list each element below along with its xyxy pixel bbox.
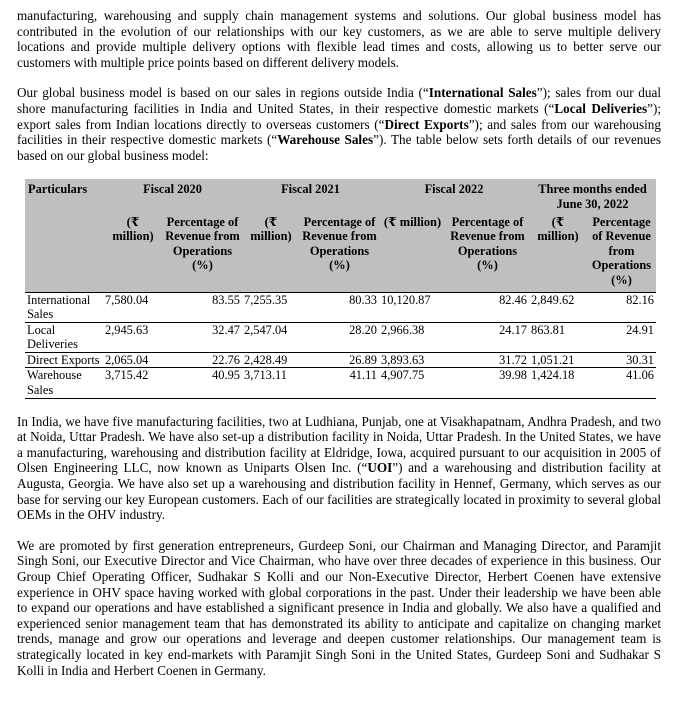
facilities-paragraph: In India, we have five manufacturing facilities, two at Ludhiana, Punjab, one at Visakhapatnam, Andhra Pradesh, and two at Noida, Uttar Pradesh. We have also set-up a distribution facility in Noida, Uttar Pradesh. In the United States, we have a manufacturing, warehousing and distribution facility at Eldridge, Iowa, acquired pursuant to our acquisition in 2005 of Olsen Engineering LLC, now known as Uniparts Olsen Inc. (“UOI”) and a warehousing and distribution facility at Augusta, Georgia. We have also set up a warehousing and distribution facility in Hennef, Germany, which serves as our base for serving our key European customers. Each of our facilities are strategically located in proximity to several global OEMs in the OHV industry. [17,413,661,523]
table-row: Local Deliveries 2,945.63 32.47 2,547.04 28.20 2,966.38 24.17 863.81 24.91 [27,322,654,352]
sub-percentage: Percentage of Revenue from Operations (%) [446,215,529,292]
row-label: International Sales [25,292,103,322]
header-fiscal-2022: Fiscal 2022 [379,179,529,214]
table-row: International Sales 7,580.04 83.55 7,255.35 80.33 10,120.87 82.46 2,849.62 82.16 [27,292,654,322]
header-fiscal-2021: Fiscal 2021 [242,179,379,214]
promoters-paragraph: We are promoted by first generation entrepreneurs, Gurdeep Soni, our Chairman and Managing Director, and Paramjit Singh Soni, our Executive Director and Vice Chairman, who have over three decades of experience in this business. Our Group Chief Operating Officer, Sudhakar S Kolli and our Non-Executive Director, Herbert Coenen have extensive experience in OHV space having worked with global corporations in the past. Under their leadership we have been able to expand our operations and have established a significant presence in India and globally. We also have a qualified and experienced senior management team that has demonstrated its ability to anticipate and capitalize on changing market trends, manage and grow our operations and leverage and deepen customer relationships. Our management team is strategically located in key end-markets with Paramjit Singh Soni in the United States, Gurdeep Soni and Sudhakar S Kolli in India and Herbert Coenen in Germany. [17,537,661,678]
sub-amount: (₹ million) [529,215,587,292]
row-label: Local Deliveries [25,322,103,352]
header-particulars: Particulars [25,179,103,214]
business-model-paragraph: Our global business model is based on our sales in regions outside India (“International Sales”); sales from our dual shore manufacturing facilities in India and United States, in their respective domestic markets (“Local Deliveries”); export sales from Indian locations directly to overseas customers (“Direct Exports”); and sales from our warehousing facilities in their respective domestic markets (“Warehouse Sales”). The table below sets forth details of our revenues based on our global business model: [17,85,662,163]
intro-paragraph: manufacturing, warehousing and supply chain management systems and solutions. Our global business model has contributed in the evolution of our relationships with our key customers, as we are able to serve multiple delivery locations and provide multiple delivery options with flexible lead times and costs, allowing us to better serve our customers with multiple price points based on different delivery models. [17,8,661,70]
row-label: Warehouse Sales [25,368,103,398]
sub-amount: (₹ million) [242,215,300,292]
row-label: Direct Exports [25,352,103,368]
document-page [17,8,661,678]
sub-percentage: Percentage of Revenue from Operations (%) [300,215,379,292]
revenue-table [25,179,656,398]
sub-percentage: Percentage of Revenue from Operations (%) [163,215,242,292]
sub-amount: (₹ million) [379,215,446,292]
sub-percentage: Percentage of Revenue from Operations (%) [587,215,656,292]
header-three-months: Three months ended June 30, 2022 [529,179,656,214]
header-fiscal-2020: Fiscal 2020 [103,179,242,214]
sub-amount: (₹ million) [103,215,163,292]
table-row: Warehouse Sales 3,715.42 40.95 3,713.11 41.11 4,907.75 39.98 1,424.18 41.06 [27,368,654,398]
table-row: Direct Exports 2,065.04 22.76 2,428.49 26.89 3,893.63 31.72 1,051.21 30.31 [27,352,654,367]
